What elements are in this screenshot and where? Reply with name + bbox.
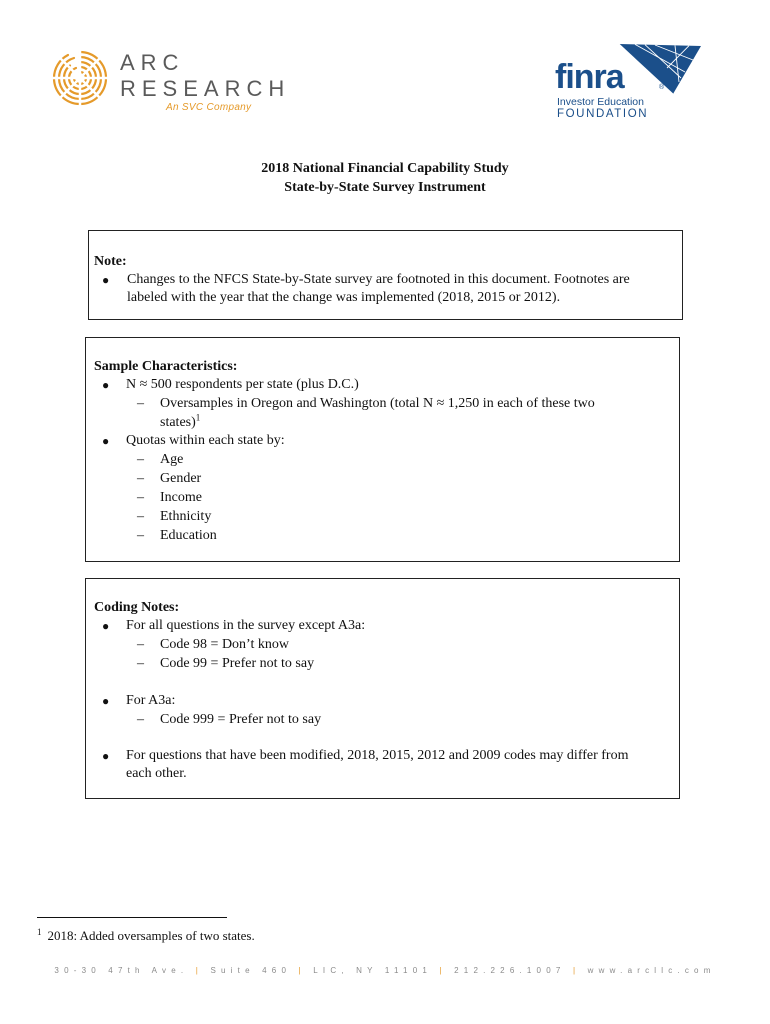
note-heading: Note: — [94, 254, 127, 269]
sample-bullet-quotas: Quotas within each state by: — [126, 433, 285, 448]
coding-notes-box — [85, 578, 680, 799]
sample-bullet-n: N ≈ 500 respondents per state (plus D.C.) — [126, 377, 359, 392]
footer-suite: Suite 460 — [210, 966, 292, 975]
dash-icon: – — [137, 528, 144, 543]
finra-registered-mark: ® — [659, 84, 665, 91]
coding-code-999: Code 999 = Prefer not to say — [160, 712, 322, 727]
quota-item: Gender — [160, 471, 202, 486]
sample-oversample-text: states) — [160, 415, 196, 430]
quota-item: Education — [160, 528, 217, 543]
coding-bullet-a3a: For A3a: — [126, 693, 176, 708]
quota-item: Ethnicity — [160, 509, 212, 524]
sample-oversample-line1: Oversamples in Oregon and Washington (total N ≈ 1,250 in each of these two — [160, 396, 595, 411]
coding-code-99: Code 99 = Prefer not to say — [160, 656, 315, 671]
arc-logo-tagline: An SVC Company — [166, 102, 252, 113]
dash-icon: – — [137, 471, 144, 486]
sample-heading: Sample Characteristics: — [94, 359, 238, 374]
bullet-icon: ● — [102, 694, 110, 708]
sample-characteristics-box — [85, 337, 680, 562]
document-title-line2: State-by-State Survey Instrument — [284, 180, 486, 195]
dash-icon: – — [137, 656, 144, 671]
footer-phone: 212.226.1007 — [454, 966, 566, 975]
note-bullet-line1: Changes to the NFCS State-by-State survey are footnoted in this document. Footnotes are — [127, 272, 630, 287]
document-title-line1: 2018 National Financial Capability Study — [261, 161, 509, 176]
footer-city: LIC, NY 11101 — [313, 966, 432, 975]
bullet-icon: ● — [102, 378, 110, 392]
footer-separator: | — [439, 966, 447, 975]
footnote-divider — [37, 917, 227, 918]
dash-icon: – — [137, 712, 144, 727]
footnote — [37, 928, 255, 944]
dash-icon: – — [137, 637, 144, 652]
footer-address — [0, 966, 770, 975]
footer-separator: | — [298, 966, 306, 975]
footnote-ref[interactable]: 1 — [195, 412, 201, 423]
footer-web[interactable]: www.arcllc.com — [587, 966, 716, 975]
finra-wordmark — [555, 60, 624, 94]
arc-logo-text-arc: ARC — [120, 50, 185, 75]
footnote-number: 1 — [37, 926, 42, 937]
coding-code-98: Code 98 = Don’t know — [160, 637, 289, 652]
note-box — [88, 230, 683, 320]
sample-oversample-line2 — [160, 414, 200, 432]
bullet-icon: ● — [102, 749, 110, 763]
coding-bullet-all-questions: For all questions in the survey except A3a: — [126, 618, 366, 633]
footer-separator: | — [195, 966, 204, 975]
bullet-icon: ● — [102, 619, 110, 633]
arc-logo-text-research: RESEARCH — [120, 76, 291, 101]
footer-separator: | — [572, 966, 581, 975]
note-bullet-line2: labeled with the year that the change was implemented (2018, 2015 or 2012). — [127, 290, 561, 305]
finra-wordmark-text: finra — [555, 58, 624, 96]
finra-subtitle-investor-education: Investor Education — [557, 96, 644, 108]
dash-icon: – — [137, 509, 144, 524]
finra-subtitle-foundation: FOUNDATION — [557, 108, 649, 120]
document-title — [0, 159, 770, 197]
fingerprint-icon — [48, 46, 112, 110]
quota-item: Income — [160, 490, 202, 505]
coding-modified-line2: each other. — [126, 766, 187, 781]
finra-foundation-logo — [553, 40, 703, 124]
bullet-icon: ● — [102, 273, 110, 287]
coding-modified-line1: For questions that have been modified, 2018, 2015, 2012 and 2009 codes may differ from — [126, 748, 629, 763]
coding-heading: Coding Notes: — [94, 600, 180, 615]
dash-icon: – — [137, 452, 144, 467]
arc-research-logo — [48, 46, 291, 116]
bullet-icon: ● — [102, 434, 110, 448]
dash-icon: – — [137, 490, 144, 505]
dash-icon: – — [137, 396, 144, 411]
quota-item: Age — [160, 452, 184, 467]
footnote-text: 2018: Added oversamples of two states. — [47, 928, 255, 943]
footer-street: 30-30 47th Ave. — [54, 966, 189, 975]
